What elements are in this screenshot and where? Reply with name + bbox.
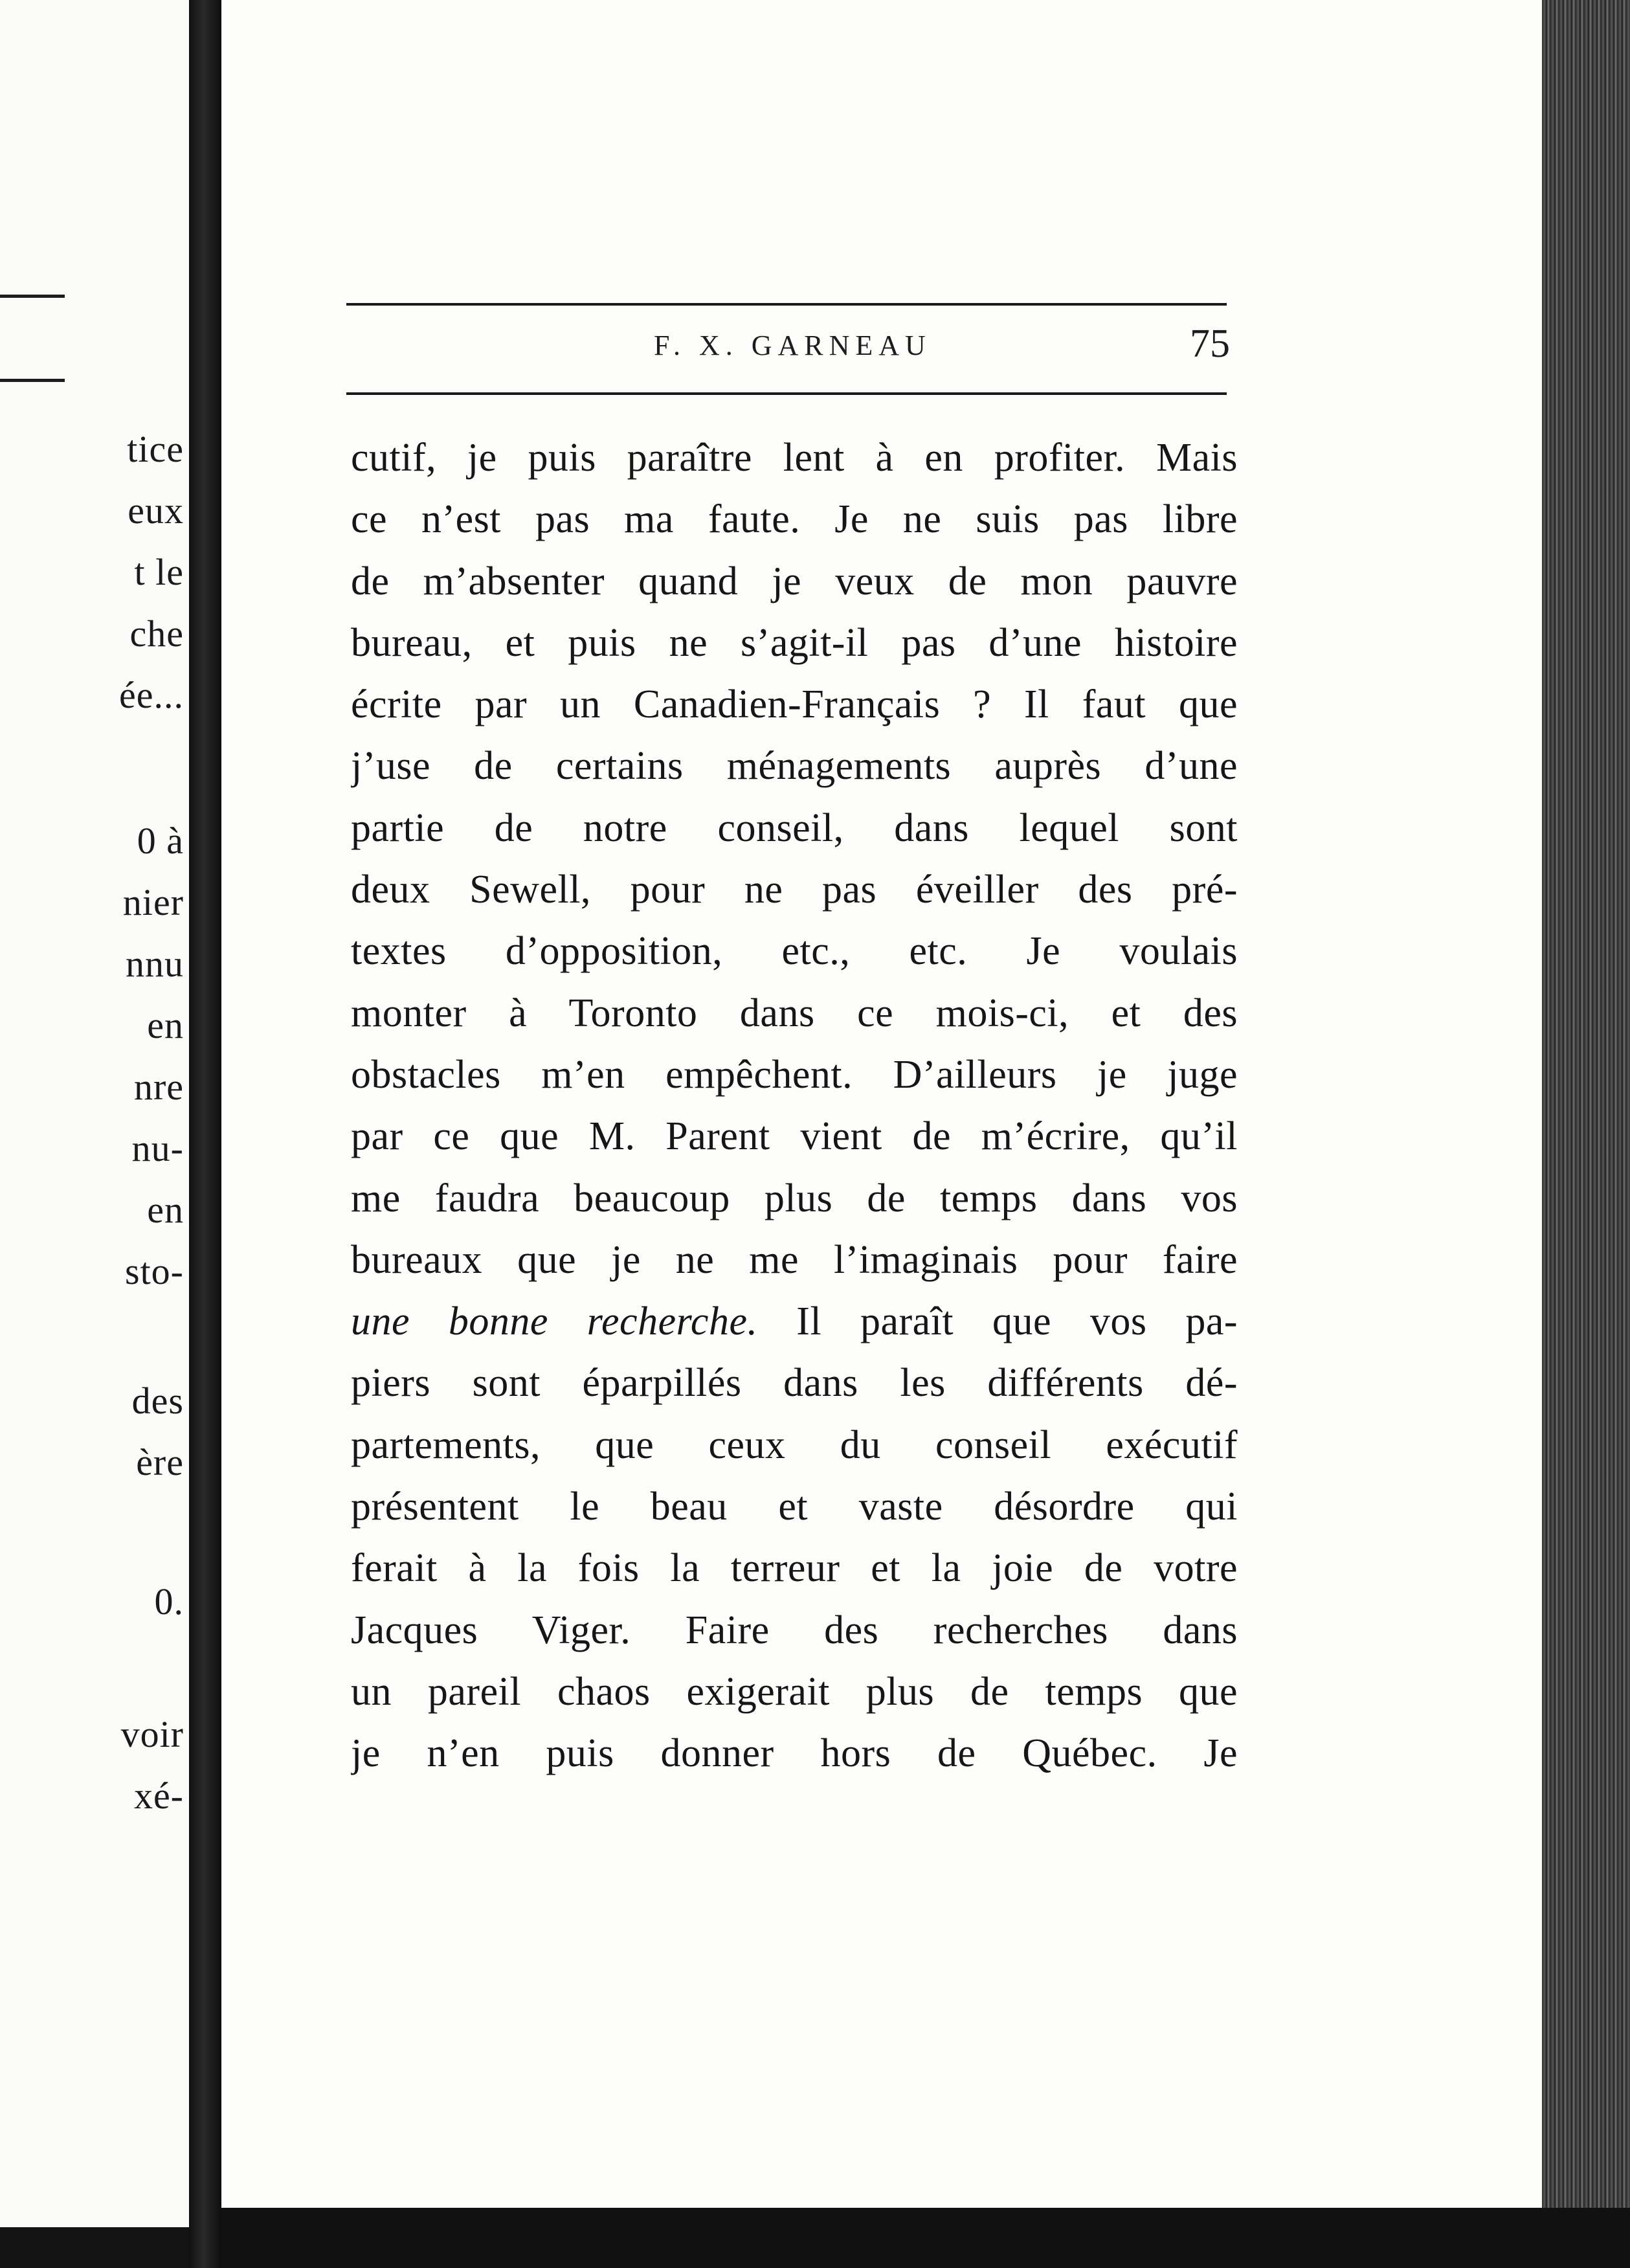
- facing-page-text-fragment: ère: [136, 1441, 184, 1483]
- text-line: présentent le beau et vaste désordre qui: [351, 1485, 1238, 1529]
- text-line: de m’absenter quand je veux de mon pauvre: [351, 559, 1238, 603]
- facing-page-text-fragment: nier: [122, 881, 184, 923]
- book-gutter: [189, 0, 221, 2268]
- text-line: textes d’opposition, etc., etc. Je voulais: [351, 929, 1238, 974]
- facing-page-text-fragment: tice: [127, 428, 184, 470]
- text-line: monter à Toronto dans ce mois-ci, et des: [351, 991, 1238, 1035]
- text-line: obstacles m’en empêchent. D’ailleurs je juge: [351, 1052, 1238, 1097]
- text-line: ferait à la fois la terreur et la joie de votre: [351, 1546, 1238, 1591]
- facing-page-text-fragment: xé-: [133, 1775, 184, 1817]
- text-line: bureau, et puis ne s’agit-il pas d’une histoire: [351, 620, 1238, 665]
- text-line: partements, que ceux du conseil exécutif: [351, 1422, 1238, 1467]
- text-line: un pareil chaos exigerait plus de temps que: [351, 1669, 1238, 1714]
- text-line: Jacques Viger. Faire des recherches dans: [351, 1608, 1238, 1652]
- italic-phrase: une bonne recherche.: [351, 1299, 758, 1344]
- text-line: bureaux que je ne me l’imaginais pour faire: [351, 1237, 1238, 1282]
- running-header-author: F. X. GARNEAU: [654, 330, 932, 361]
- facing-page-rule: [0, 295, 65, 298]
- page-edges: [1542, 0, 1630, 2268]
- scan-bottom-border: [221, 2208, 1630, 2268]
- facing-page-rule: [0, 379, 65, 382]
- facing-page-text-fragment: des: [131, 1380, 184, 1422]
- line-remainder: Il paraît que vos pa-: [757, 1299, 1238, 1344]
- page-number: 75: [1190, 322, 1230, 366]
- text-line: écrite par un Canadien-Français ? Il faut que: [351, 682, 1238, 727]
- text-line: j’use de certains ménagements auprès d’une: [351, 744, 1238, 789]
- facing-page-text-fragment: sto-: [125, 1250, 184, 1292]
- facing-page-left: [0, 0, 189, 2227]
- facing-page-text-fragment: en: [147, 1004, 184, 1046]
- text-line: deux Sewell, pour ne pas éveiller des pré-: [351, 868, 1238, 912]
- facing-page-text-fragment: ée...: [119, 674, 184, 716]
- text-line: je n’en puis donner hors de Québec. Je: [351, 1731, 1238, 1776]
- text-line: par ce que M. Parent vient de m’écrire, qu’il: [351, 1114, 1238, 1159]
- header-bottom-rule: [346, 392, 1227, 395]
- facing-page-text-fragment: che: [129, 612, 184, 655]
- text-line: me faudra beaucoup plus de temps dans vos: [351, 1176, 1238, 1220]
- text-line: ce n’est pas ma faute. Je ne suis pas libre: [351, 497, 1238, 542]
- facing-page-text-fragment: en: [147, 1189, 184, 1231]
- body-text: [351, 427, 1238, 1785]
- text-line: piers sont éparpillés dans les différents dé-: [351, 1361, 1238, 1406]
- text-line: cutif, je puis paraître lent à en profiter. Mais: [351, 436, 1238, 480]
- facing-page-text-fragment: eux: [128, 489, 184, 532]
- text-line-italic: [351, 1291, 1238, 1353]
- facing-page-text-fragment: t le: [134, 551, 184, 593]
- facing-page-text-fragment: nnu: [126, 943, 184, 985]
- facing-page-text-fragment: nu-: [131, 1127, 184, 1169]
- facing-page-text-fragment: nre: [133, 1066, 184, 1108]
- text-line: partie de notre conseil, dans lequel sont: [351, 805, 1238, 850]
- facing-page-text-fragment: 0 à: [137, 820, 184, 862]
- header-top-rule: [346, 303, 1227, 306]
- facing-page-text-fragment: 0.: [154, 1580, 184, 1622]
- facing-page-text-fragment: voir: [120, 1713, 184, 1755]
